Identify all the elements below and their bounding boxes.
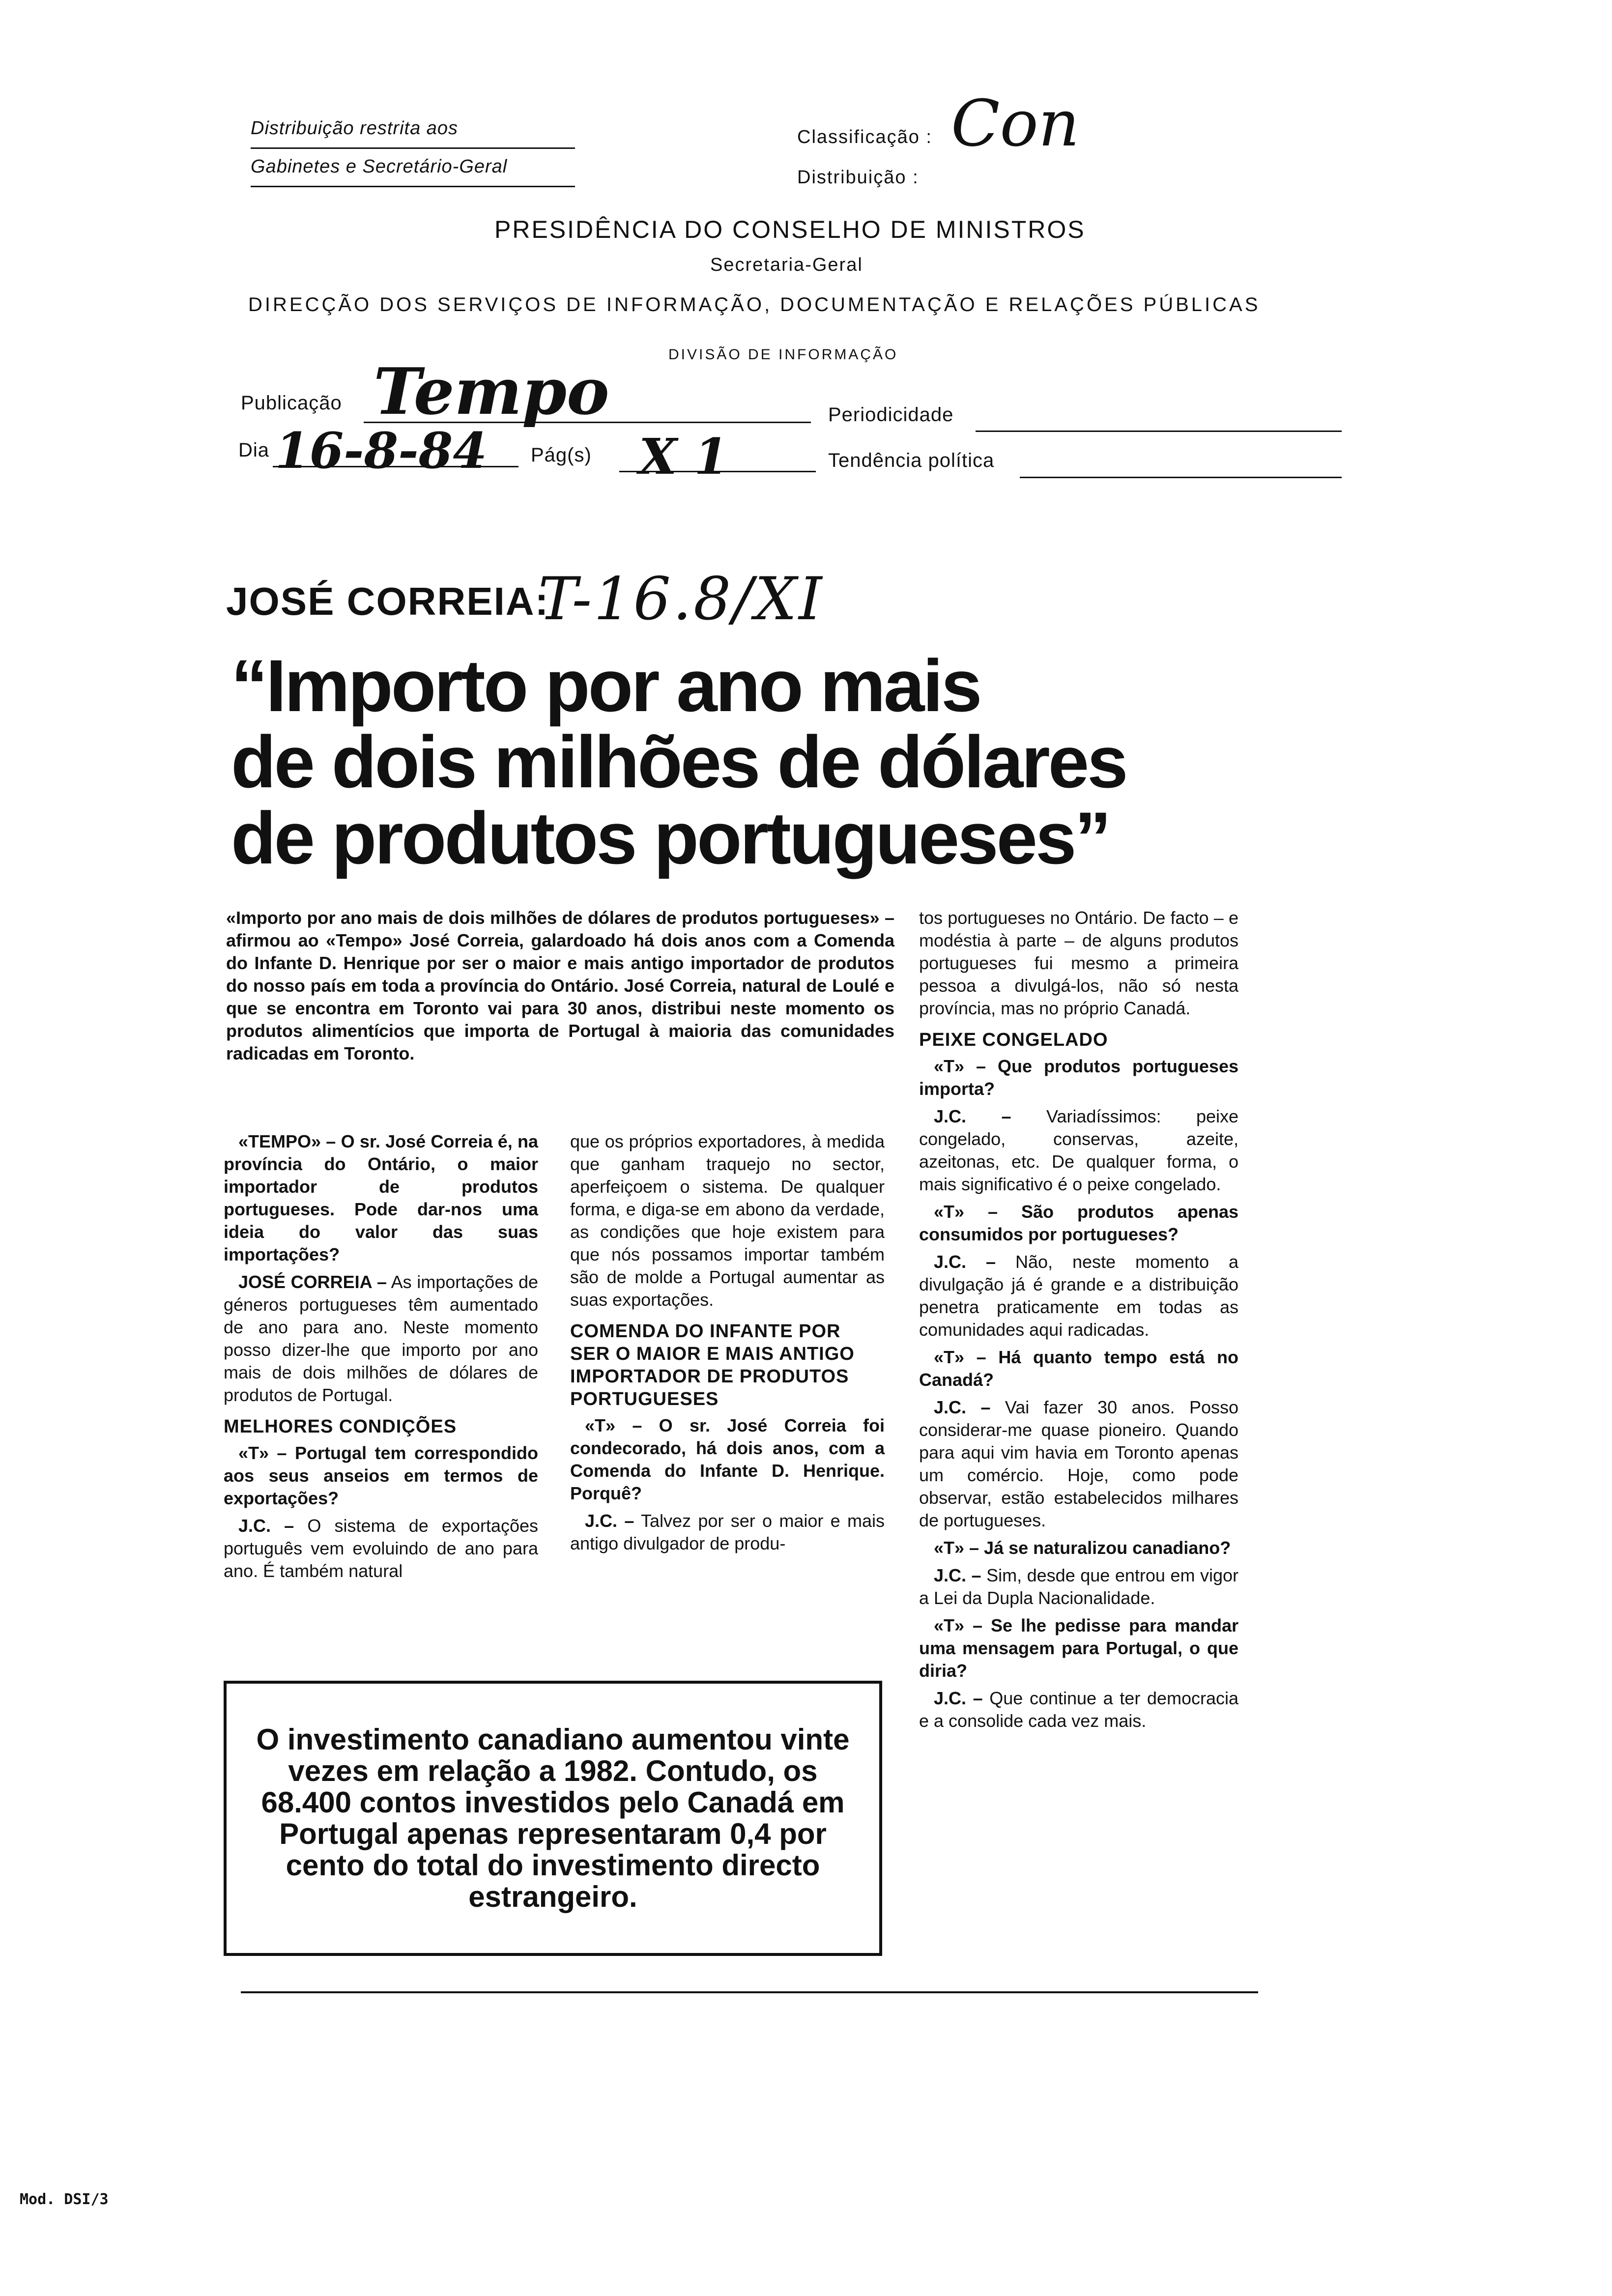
speaker-label: J.C. – xyxy=(934,1397,991,1417)
organization-title: PRESIDÊNCIA DO CONSELHO DE MINISTROS xyxy=(494,216,1086,243)
callout-text: O investimento canadiano aumentou vinte vezes em relação a 1982. Contudo, os 68.400 contos investidos pelo Canadá em Portugal apenas representaram 0,4 por cento do total do investimento directo estrangeiro. xyxy=(256,1723,850,1913)
day-label: Dia xyxy=(238,439,270,461)
day-handwritten: 16-8-84 xyxy=(275,422,487,480)
article-lead: «Importo por ano mais de dois milhões de dólares de produtos portugueses» – afirmou ao «Tempo» José Correia, galardoado há dois anos com a Comenda do Infante D. Henrique por ser o maior e mais antigo importador de produtos do nosso país em toda a província do Ontário. José Correia, natural de Loulé e que se encontra em Toronto vai para 30 anos, distribui neste momento os produtos alimentícios que importa de Portugal à maioria das comunidades radicadas em Toronto. xyxy=(226,908,894,1063)
interview-question: «T» – Se lhe pedisse para mandar uma mensagem para Portugal, o que diria? xyxy=(919,1615,1238,1681)
classification-handwritten: Con xyxy=(951,86,1080,161)
pages-handwritten: X 1 xyxy=(639,428,728,486)
political-tendency-label: Tendência política xyxy=(828,450,995,471)
speaker-label: J.C. – xyxy=(934,1252,996,1272)
article-column-2 xyxy=(570,1130,885,1560)
subheading-melhores-condicoes: MELHORES CONDIÇÕES xyxy=(224,1416,457,1437)
interview-answer: Vai fazer 30 anos. Posso considerar-me quase pioneiro. Quando para aqui vim havia em Toronto apenas um comércio. Hoje, como pode observar, estão estabelecidos milhares de portugueses. xyxy=(919,1397,1238,1530)
interview-question: «TEMPO» – O sr. José Correia é, na província do Ontário, o maior importador de produtos portugueses. Pode dar-nos uma ideia do valor das suas importações? xyxy=(224,1131,538,1264)
distribution-label: Distribuição : xyxy=(797,167,919,188)
speaker-label: J.C. – xyxy=(585,1511,634,1531)
periodicity-label: Periodicidade xyxy=(828,404,954,426)
publication-label: Publicação xyxy=(241,392,342,414)
speaker-label: JOSÉ CORREIA – xyxy=(238,1272,387,1292)
day-line xyxy=(273,466,518,467)
speaker-label: J.C. – xyxy=(934,1106,1011,1126)
interview-answer-continued: tos portugueses no Ontário. De facto – e modéstia à parte – de alguns produtos portugueses fui mesmo a primeira pessoa a divulgá-los, não só nesta província, mas no próprio Canadá. xyxy=(919,908,1238,1018)
subheading-peixe-congelado: PEIXE CONGELADO xyxy=(919,1030,1108,1050)
interview-question: «T» – Que produtos portugueses importa? xyxy=(919,1056,1238,1099)
distribution-note-line1: Distribuição restrita aos xyxy=(251,118,459,139)
article-column-1 xyxy=(224,1130,538,1587)
interview-question: «T» – Portugal tem correspondido aos seus anseios em termos de exportações? xyxy=(224,1443,538,1508)
interview-answer-continued: que os próprios exportadores, à medida que ganham traquejo no sector, aperfeiçoem o sistema. De qualquer forma, e diga-se em abono da verdade, as condições que hoje existem para que nós possamos importar também são de molde a Portugal aumentar as suas exportações. xyxy=(570,1131,885,1310)
form-model-code: Mod. DSI/3 xyxy=(20,2191,109,2208)
interview-answer: As importações de géneros portugueses têm aumentado de ano para ano. Neste momento posso dizer-lhe que importo por ano mais de dois milhões de dólares de produtos de Portugal. xyxy=(224,1272,538,1405)
directorate: DIRECÇÃO DOS SERVIÇOS DE INFORMAÇÃO, DOCUMENTAÇÃO E RELAÇÕES PÚBLICAS xyxy=(248,294,1261,316)
interview-answer: Talvez por ser o maior e mais antigo divulgador de produ- xyxy=(570,1511,885,1553)
distribution-note-line2: Gabinetes e Secretário-Geral xyxy=(251,156,508,177)
political-tendency-line xyxy=(1020,477,1342,478)
subheading-comenda: COMENDA DO INFANTE POR SER O MAIOR E MAIS ANTIGO IMPORTADOR DE PRODUTOS PORTUGUESES xyxy=(570,1321,855,1409)
interview-answer: Que continue a ter democracia e a consolide cada vez mais. xyxy=(919,1688,1238,1731)
classification-label: Classificação : xyxy=(797,127,932,147)
speaker-label: J.C. – xyxy=(238,1516,294,1536)
headline-line3: de produtos portugueses” xyxy=(231,797,1110,879)
pages-label: Pág(s) xyxy=(531,444,592,466)
interview-question: «T» – O sr. José Correia foi condecorado, há dois anos, com a Comenda do Infante D. Henrique. Porquê? xyxy=(570,1415,885,1503)
division: DIVISÃO DE INFORMAÇÃO xyxy=(668,346,898,363)
interview-question: «T» – Há quanto tempo está no Canadá? xyxy=(919,1347,1238,1390)
secretariat: Secretaria-Geral xyxy=(710,255,863,275)
distribution-note-underline xyxy=(251,147,575,149)
interview-question: «T» – Já se naturalizou canadiano? xyxy=(934,1538,1231,1558)
interview-answer: Variadíssimos: peixe congelado, conservas, azeite, azeitonas, etc. De qualquer forma, o mais significativo é o peixe congelado. xyxy=(919,1106,1239,1194)
handwritten-reference: T-16.8/XI xyxy=(538,565,824,633)
interview-answer: Sim, desde que entrou em vigor a Lei da Dupla Nacionalidade. xyxy=(919,1565,1238,1608)
distribution-note-underline-2 xyxy=(251,186,575,187)
pages-line xyxy=(619,471,816,472)
interview-question: «T» – São produtos apenas consumidos por portugueses? xyxy=(919,1202,1238,1244)
article-kicker: JOSÉ CORREIA: xyxy=(226,579,549,623)
callout-box xyxy=(224,1681,882,1956)
interview-answer: Não, neste momento a divulgação já é grande e a distribuição penetra praticamente em todas as comunidades aqui radicadas. xyxy=(919,1252,1238,1340)
headline-line2: de dois milhões de dólares xyxy=(231,720,1126,803)
headline-line1: “Importo por ano mais xyxy=(231,644,980,727)
periodicity-line xyxy=(976,430,1342,432)
article-bottom-rule xyxy=(241,1991,1258,1993)
publication-handwritten: Tempo xyxy=(374,354,609,429)
interview-answer: O sistema de exportações português vem evoluindo de ano para ano. É também natural xyxy=(224,1516,539,1581)
article-column-3 xyxy=(919,907,1238,1737)
speaker-label: J.C. – xyxy=(934,1565,981,1585)
speaker-label: J.C. – xyxy=(934,1688,983,1708)
